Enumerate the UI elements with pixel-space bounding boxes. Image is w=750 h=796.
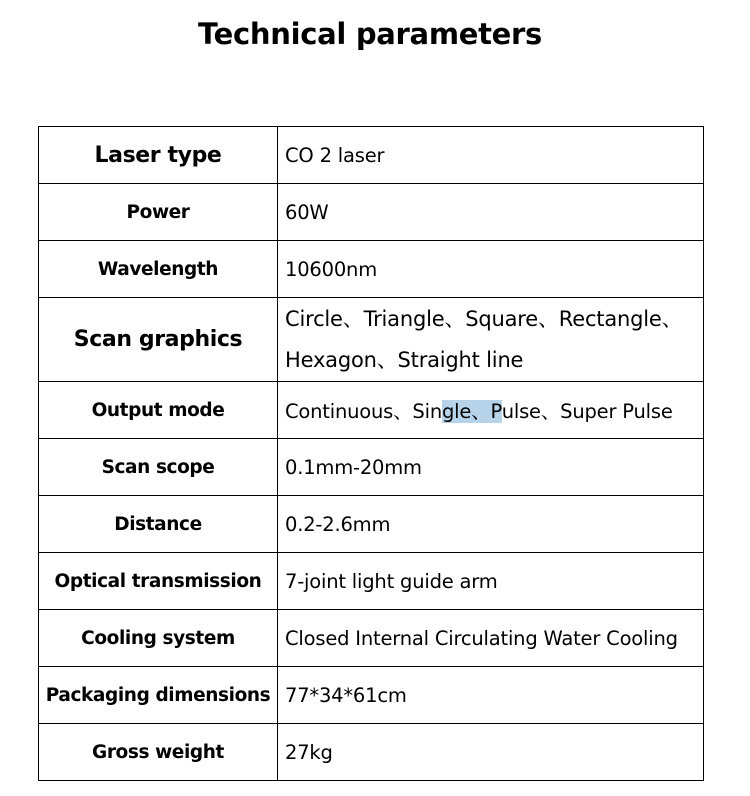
param-label-cooling-system: Cooling system <box>39 610 278 667</box>
param-label-laser-type: Laser type <box>39 127 278 184</box>
table-row-gross-weight <box>39 724 704 781</box>
table-row-cooling-system <box>39 610 704 667</box>
param-label-wavelength: Wavelength <box>39 241 278 298</box>
param-value-cooling-system[interactable]: Closed Internal Circulating Water Cooling <box>278 610 704 667</box>
param-value-output-mode[interactable] <box>278 382 704 439</box>
table-row-output-mode <box>39 382 704 439</box>
table-row-wavelength <box>39 241 704 298</box>
table-row-scan-graphics <box>39 298 704 382</box>
param-value-distance[interactable]: 0.2-2.6mm <box>278 496 704 553</box>
scan-graphics-line-2: Hexagon、Straight line <box>285 347 524 372</box>
param-label-distance: Distance <box>39 496 278 553</box>
param-value-power[interactable]: 60W <box>278 184 704 241</box>
output-mode-text-start: Continuous、Sin <box>285 400 442 423</box>
table-row-power <box>39 184 704 241</box>
param-value-packaging-dimensions[interactable]: 77*34*61cm <box>278 667 704 724</box>
param-label-scan-scope: Scan scope <box>39 439 278 496</box>
param-label-packaging-dimensions: Packaging dimensions <box>39 667 278 724</box>
param-value-wavelength[interactable]: 10600nm <box>278 241 704 298</box>
table-row-laser-type <box>39 127 704 184</box>
table-row-packaging-dimensions <box>39 667 704 724</box>
param-value-gross-weight[interactable]: 27kg <box>278 724 704 781</box>
table-row-distance <box>39 496 704 553</box>
table-row-scan-scope <box>39 439 704 496</box>
param-value-laser-type[interactable]: CO 2 laser <box>278 127 704 184</box>
param-label-optical-transmission: Optical transmission <box>39 553 278 610</box>
scan-graphics-line-1: Circle、Triangle、Square、Rectangle、 <box>285 306 683 331</box>
param-label-gross-weight: Gross weight <box>39 724 278 781</box>
text-selection-highlight: gle、P <box>442 400 502 423</box>
param-value-scan-scope[interactable]: 0.1mm-20mm <box>278 439 704 496</box>
param-label-power: Power <box>39 184 278 241</box>
table-row-optical-transmission <box>39 553 704 610</box>
output-mode-text-end: ulse、Super Pulse <box>501 400 673 423</box>
page-title: Technical parameters <box>198 17 542 51</box>
param-value-scan-graphics[interactable] <box>278 298 704 382</box>
param-label-scan-graphics: Scan graphics <box>39 298 278 382</box>
param-label-output-mode: Output mode <box>39 382 278 439</box>
technical-parameters-table <box>38 126 704 781</box>
param-value-optical-transmission[interactable]: 7-joint light guide arm <box>278 553 704 610</box>
